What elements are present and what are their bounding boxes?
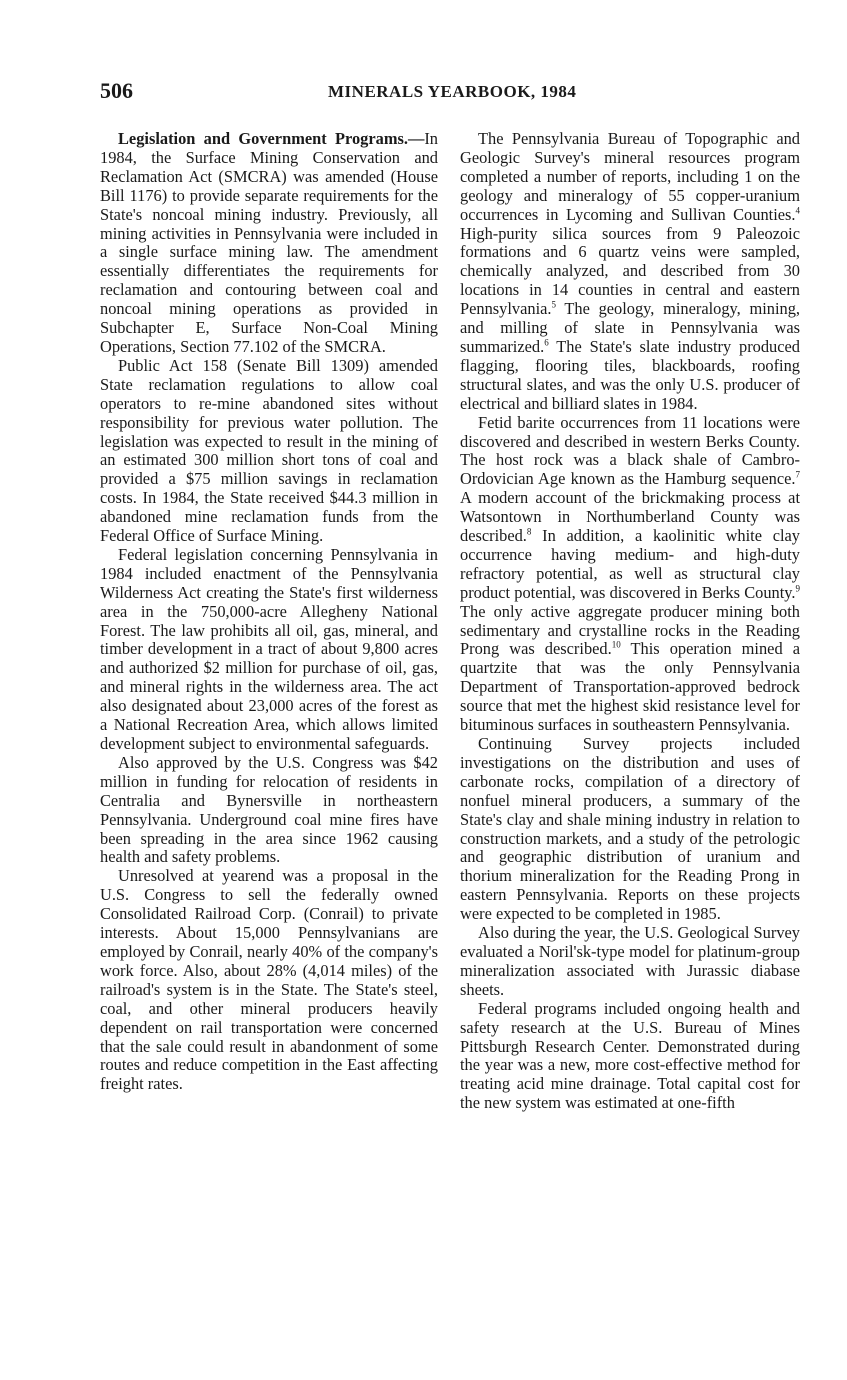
paragraph-barite bbox=[460, 414, 800, 735]
paragraph-text: A modern account of the brickmaking process at Watsontown in Northumberland County was described. bbox=[460, 488, 800, 546]
paragraph-centralia-funding: Also approved by the U.S. Congress was $42 million in funding for relocation of residents in Centralia and Bynersville in northeastern Pennsylvania. Underground coal mine fires have been spreading in the area since 1962 causing health and safety problems. bbox=[100, 752, 438, 867]
footnote-ref: 6 bbox=[544, 337, 549, 348]
paragraph-federal-programs: Federal programs included ongoing health and safety research at the U.S. Bureau of Mines Pittsburgh Research Center. Demonstrated during the year was a new, more cost-effective method for treating acid mine drainage. Total capital cost for the new system was estimated at one-fifth bbox=[460, 998, 800, 1113]
right-column bbox=[460, 130, 800, 1113]
paragraph-text: In 1984, the Surface Mining Conservation and Reclamation Act (SMCRA) was amended (House Bill 1176) to provide separate requirements for the State's noncoal mining industry. Previously, all mining activities in Pennsylvania were included in a single surface mining law. The amendment essentially differentiates the requirements for reclamation and contouring between coal and noncoal mining operations as provided in Subchapter E, Surface Non-Coal Mining Operations, Section 77.102 of the SMCRA. bbox=[100, 129, 438, 356]
paragraph-continuing-projects: Continuing Survey projects included investigations on the distribution and uses of carbonate rocks, compilation of a directory of nonfuel mineral producers, a summary of the State's clay and shale mining industry in relation to construction markets, and a study of the petrologic and geographic distribution of uranium and thorium mineralization for the Reading Prong in eastern Pennsylvania. Reports on these projects were expected to be completed in 1985. bbox=[460, 734, 800, 924]
footnote-ref: 5 bbox=[551, 299, 557, 310]
paragraph-text: This operation mined a quartzite that was the only Pennsylvania Department of Transportation-approved bedrock source that met the highest skid resistance level for bituminous surfaces in southeastern Pennsylvania. bbox=[460, 639, 800, 735]
paragraph-survey-reports bbox=[460, 130, 800, 414]
footnote-ref: 4 bbox=[795, 205, 800, 216]
footnote-ref: 9 bbox=[795, 583, 800, 594]
paragraph-text: The only active aggregate producer mining both sedimentary and crystalline rocks in the Reading Prong was described. bbox=[460, 601, 800, 659]
paragraph-text: Fetid barite occurrences from 11 locations were discovered and described in western Berks County. The host rock was a black shale of Cambro-Ordovician Age known as the Hamburg sequence. bbox=[460, 412, 800, 489]
paragraph-public-act: Public Act 158 (Senate Bill 1309) amended State reclamation regulations to allow coal operators to re-mine abandoned sites without responsibility for previous water pollution. The legislation was expected to result in the mining of an estimated 300 million short tons of coal and provided a $75 million savings in reclamation costs. In 1984, the State received $44.3 million in abandoned mine reclamation funds from the Federal Office of Surface Mining. bbox=[100, 355, 438, 546]
footnote-ref: 10 bbox=[611, 640, 621, 650]
page-number: 506 bbox=[100, 78, 133, 103]
footnote-ref: 7 bbox=[795, 469, 800, 480]
paragraph-legislation bbox=[100, 130, 438, 357]
paragraph-text: The geology, mineralogy, mining, and milling of slate in Pennsylvania was summarized. bbox=[460, 299, 800, 356]
paragraph-text: The State's slate industry produced flagging, flooring tiles, blackboards, roofing structural slates, and was the only U.S. producer of electrical and billiard slates in 1984. bbox=[460, 336, 800, 413]
paragraph-text: In addition, a kaolinitic white clay occurrence having medium- and high-duty refractory potential, as well as structural clay product potential, was discovered in Berks County. bbox=[460, 526, 800, 602]
section-lead-heading: Legislation and Government Programs.— bbox=[118, 129, 425, 148]
paragraph-text: High-purity silica sources from 9 Paleozoic formations and 6 quartz veins were sampled, chemically analyzed, and described from 30 locations in 14 counties in central and eastern Pennsylvania. bbox=[460, 223, 800, 319]
paragraph-conrail: Unresolved at yearend was a proposal in the U.S. Congress to sell the federally owned Consolidated Railroad Corp. (Conrail) to private interests. About 15,000 Pennsylvanians are employed by Conrail, nearly 40% of the company's work force. Also, about 28% (4,014 miles) of the railroad's system is in the State. The State's steel, coal, and other mineral producers heavily dependent on rail transportation were concerned that the sale could result in abandonment of some routes and reduce competition in the East affecting freight rates. bbox=[100, 866, 438, 1094]
paragraph-text: The Pennsylvania Bureau of Topographic and Geologic Survey's mineral resources program completed a number of reports, including 1 on the geology and mineralogy of 55 copper-uranium occurrences in Lycoming and Sullivan Counties. bbox=[460, 129, 800, 224]
running-title: MINERALS YEARBOOK, 1984 bbox=[328, 82, 577, 101]
footnote-ref: 8 bbox=[526, 526, 532, 537]
paragraph-federal-legislation: Federal legislation concerning Pennsylvania in 1984 included enactment of the Pennsylvania Wilderness Act creating the State's first wilderness area in the 750,000-acre Allegheny National Forest. The law prohibits all oil, gas, mineral, and timber development in a tract of about 9,800 acres and authorized $2 million for purchase of oil, gas, and mineral rights in the wilderness area. The act also designated about 23,000 acres of the forest as a National Recreation Area, which allows limited development subject to environmental safeguards. bbox=[100, 544, 438, 753]
left-column bbox=[100, 130, 438, 1094]
paragraph-usgs: Also during the year, the U.S. Geological Survey evaluated a Noril'sk-type model for platinum-group mineralization associated with Jurassic diabase sheets. bbox=[460, 923, 800, 999]
